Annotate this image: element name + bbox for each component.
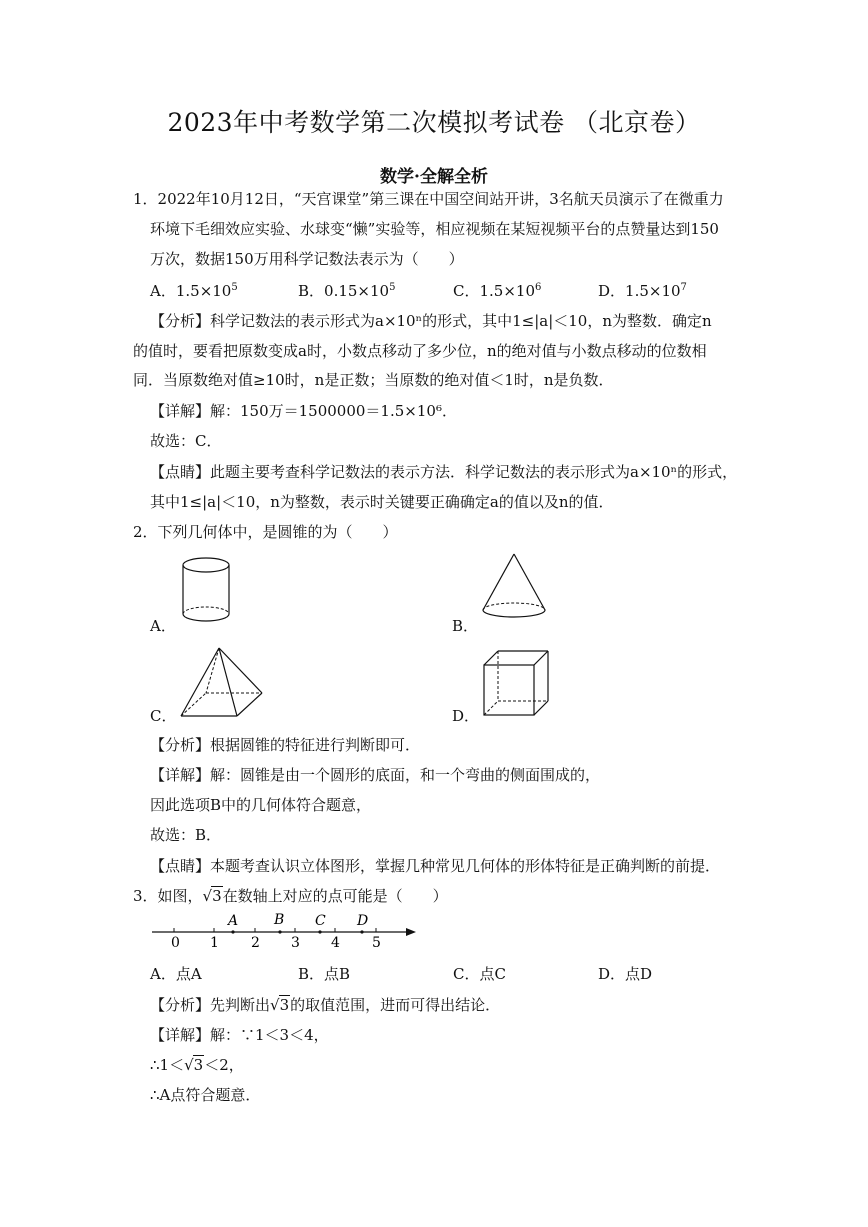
q2-detail-2: 因此选项B中的几何体符合题意， bbox=[150, 796, 372, 814]
cylinder-figure bbox=[178, 556, 234, 626]
axis-number-4: 4 bbox=[331, 935, 340, 951]
point-a-dot bbox=[231, 930, 234, 933]
q3-step: ∴1＜√3＜2， bbox=[150, 1056, 244, 1074]
q1-stem-line-2: 环境下毛细效应实验、水球变“懒”实验等，相应视频在某短视频平台的点赞量达到150 bbox=[150, 220, 719, 238]
q1-option-a: A．$1.5\times 10^5$ bbox=[150, 282, 238, 300]
q1-answer: 故选：C． bbox=[150, 432, 222, 450]
axis-number-2: 2 bbox=[251, 935, 260, 951]
q1-stem-line-1: 1．2022年10月12日，“天宫课堂”第三课在中国空间站开讲，3名航天员演示了在微重力 bbox=[133, 190, 724, 208]
q3-option-c: C．点C bbox=[453, 965, 506, 983]
pyramid-figure bbox=[176, 645, 266, 720]
q2-analysis: 【分析】根据圆锥的特征进行判断即可． bbox=[150, 736, 421, 754]
q2-detail: 【详解】解：圆锥是由一个圆形的底面，和一个弯曲的侧面围成的， bbox=[150, 766, 601, 784]
document-title: 2023年中考数学第二次模拟考试卷 （北京卷） bbox=[167, 108, 701, 137]
q3-conclusion: ∴A点符合题意． bbox=[150, 1086, 261, 1104]
point-label-b: B bbox=[274, 912, 285, 928]
q3-analysis: 【分析】先判断出√3的取值范围，进而可得出结论． bbox=[150, 996, 501, 1014]
q1-analysis-line-3: 同．当原数绝对值≥10时，n是正数；当原数的绝对值＜1时，n是负数． bbox=[133, 371, 614, 389]
q3-stem: 3．如图，√3在数轴上对应的点可能是（ ） bbox=[133, 887, 448, 905]
q2-stem: 2．下列几何体中，是圆锥的为（ ） bbox=[133, 523, 398, 541]
q1-option-c: C．$1.5\times 10^6$ bbox=[453, 282, 542, 300]
q3-option-a: A．点A bbox=[150, 965, 202, 983]
axis-number-3: 3 bbox=[291, 935, 300, 951]
q1-analysis-line-2: 的值时，要看把原数变成a时，小数点移动了多少位，n的绝对值与小数点移动的位数相 bbox=[133, 342, 707, 360]
point-label-a: A bbox=[228, 913, 239, 929]
q1-comment-line-2: 其中1≤|a|＜10，n为整数，表示时关键要正确确定a的值以及n的值． bbox=[150, 493, 614, 511]
axis-number-5: 5 bbox=[372, 935, 381, 951]
q1-option-b: B．$0.15\times 10^5$ bbox=[298, 282, 396, 300]
cube-figure bbox=[480, 648, 552, 720]
q3-option-d: D．点D bbox=[598, 965, 653, 983]
q2-comment: 【点睛】本题考查认识立体图形，掌握几种常见几何体的形体特征是正确判断的前提． bbox=[150, 857, 721, 875]
point-label-d: D bbox=[357, 913, 369, 929]
axis-number-0: 0 bbox=[171, 935, 180, 951]
sqrt-expression: √3 bbox=[270, 996, 290, 1014]
axis-number-1: 1 bbox=[210, 935, 219, 951]
q2-option-b: B． bbox=[452, 617, 479, 635]
q2-option-a: A． bbox=[150, 617, 176, 635]
q2-answer: 故选：B． bbox=[150, 826, 222, 844]
q1-comment-line-1: 【点睛】此题主要考查科学记数法的表示方法．科学记数法的表示形式为a×10ⁿ的形式， bbox=[150, 463, 738, 481]
q2-option-c: C． bbox=[150, 707, 177, 725]
q3-detail: 【详解】解：∵1＜3＜4， bbox=[150, 1026, 329, 1044]
q1-stem-line-3: 万次，数据150万用科学记数法表示为（ ） bbox=[150, 250, 464, 268]
sqrt-expression: √3 bbox=[184, 1056, 204, 1074]
cone-figure bbox=[478, 552, 550, 624]
q3-option-b: B．点B bbox=[298, 965, 351, 983]
sqrt-expression: √3 bbox=[202, 887, 222, 905]
q1-option-d: D．$1.5\times 10^7$ bbox=[598, 282, 687, 300]
q2-option-d: D． bbox=[452, 707, 480, 725]
q1-analysis-line-1: 【分析】科学记数法的表示形式为a×10ⁿ的形式，其中1≤|a|＜10，n为整数．确定n bbox=[150, 312, 712, 330]
q1-detail: 【详解】解：150万＝1500000＝1.5×10⁶． bbox=[150, 402, 457, 420]
point-b-dot bbox=[278, 930, 281, 933]
document-subtitle: 数学·全解全析 bbox=[380, 167, 488, 187]
point-c-dot bbox=[318, 930, 321, 933]
point-label-c: C bbox=[315, 913, 326, 929]
number-line bbox=[152, 912, 422, 954]
point-d-dot bbox=[360, 930, 363, 933]
